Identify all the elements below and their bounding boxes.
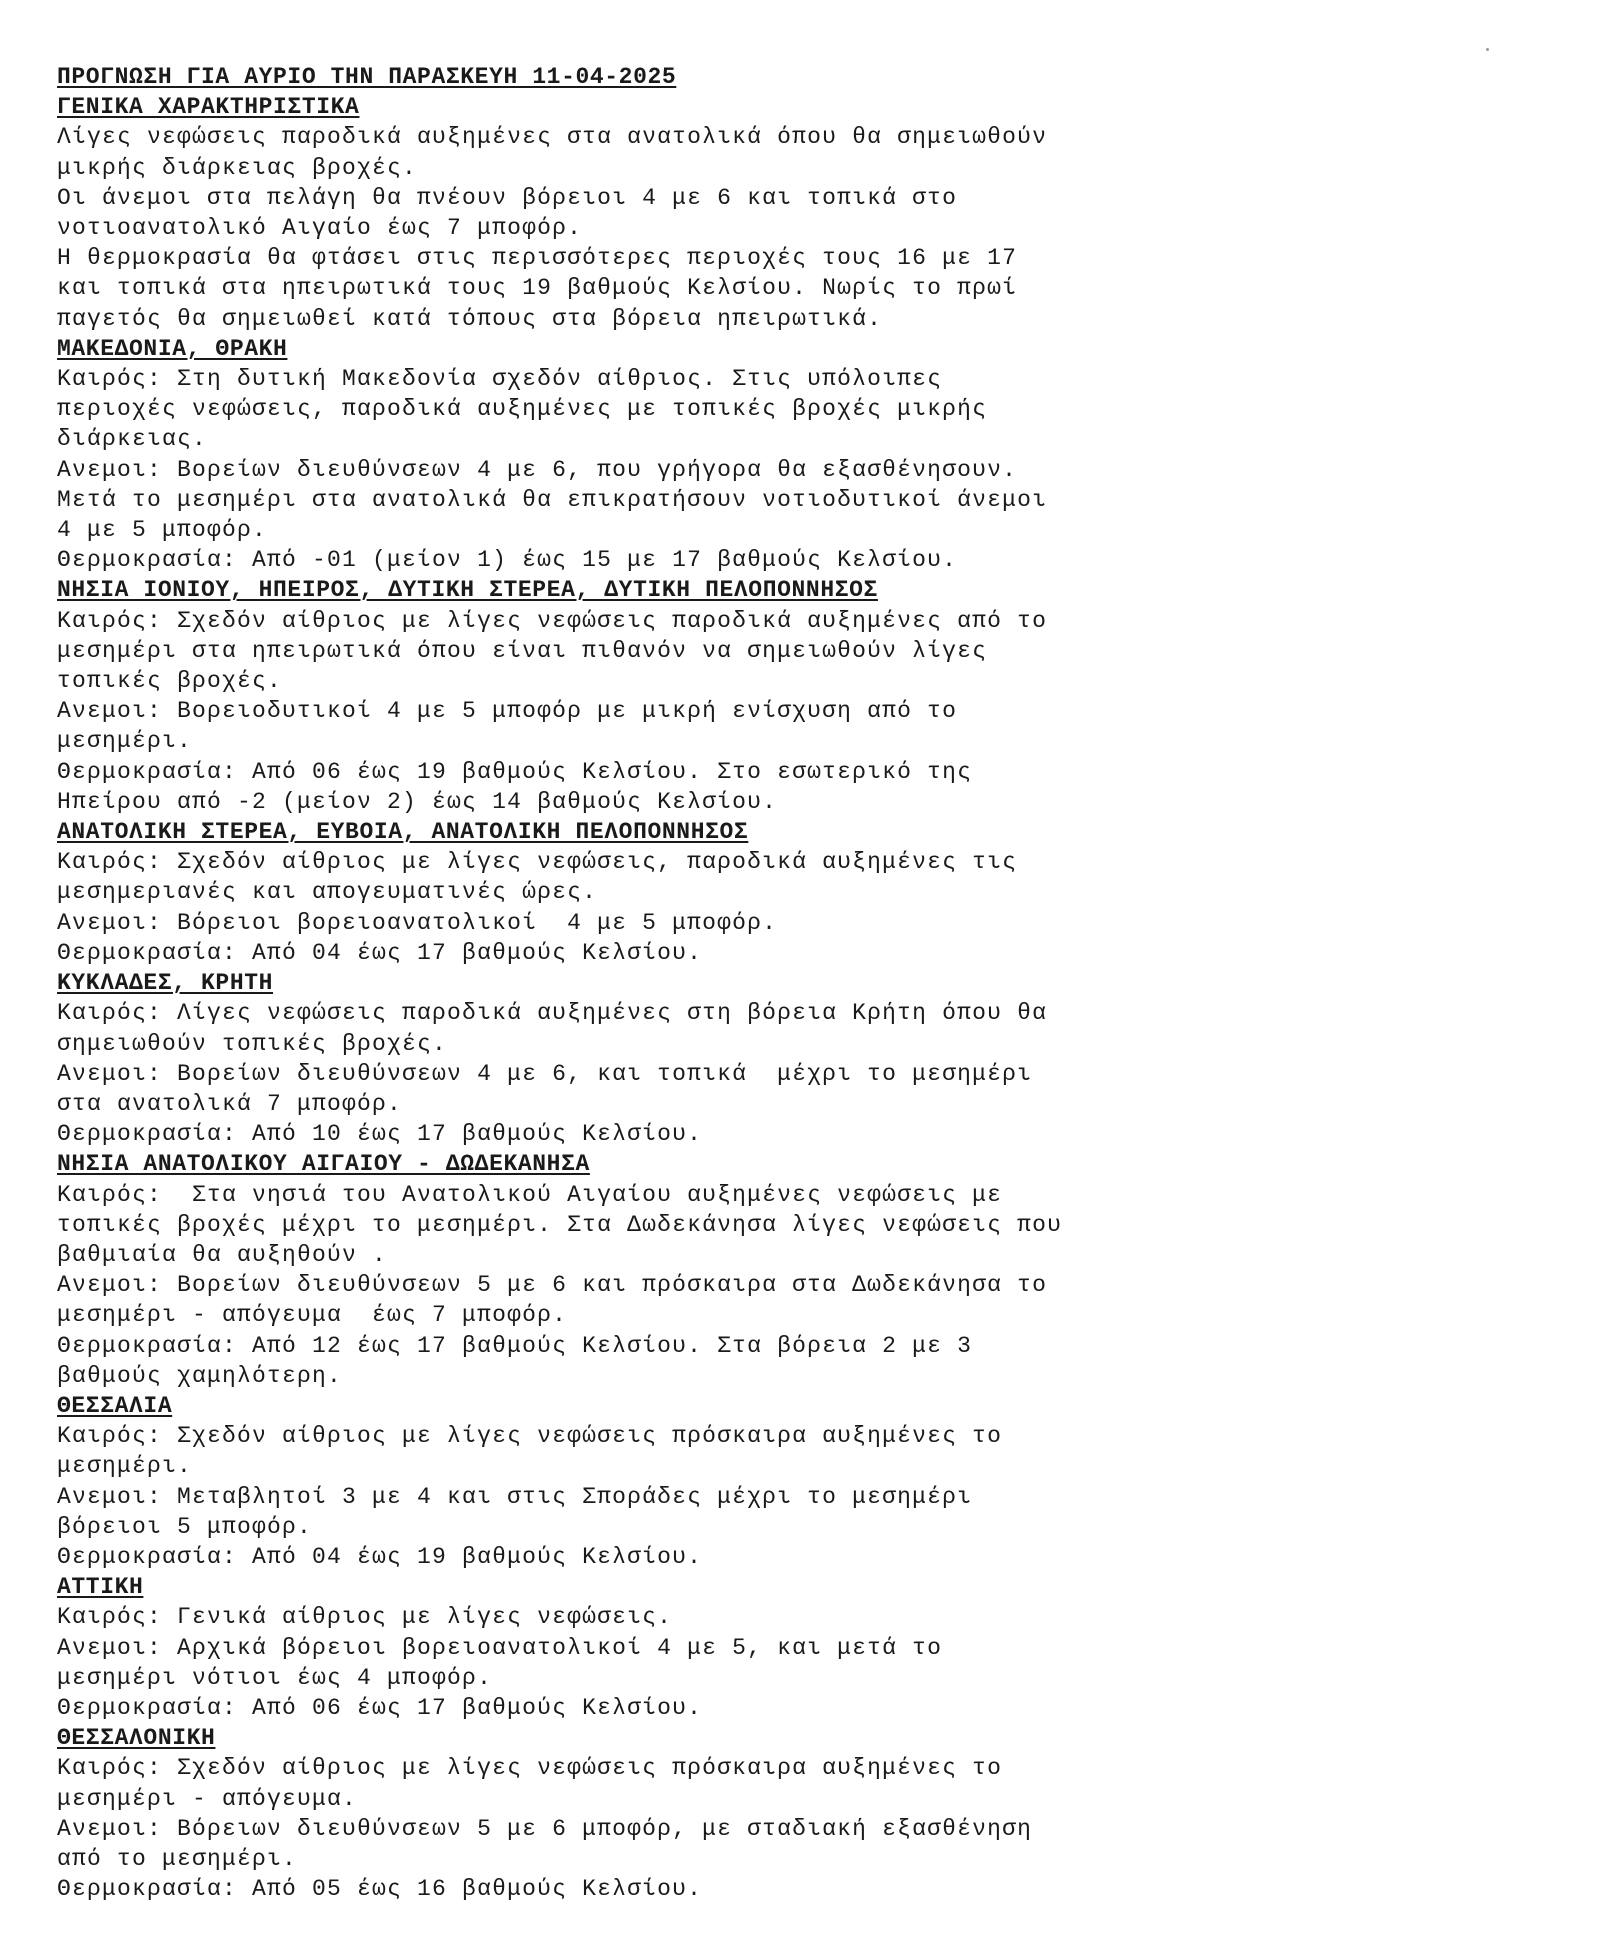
section-text-line: βόρειοι 5 μποφόρ. [57,1513,313,1540]
forecast-section [57,334,1217,576]
section-text-line: Ανεμοι: Βόρειων διευθύνσεων 5 με 6 μποφόρ, με σταδιακή εξασθένηση [57,1815,1033,1842]
forecast-section [57,575,1217,817]
section-text-line: βαθμιαία θα αυξηθούν . [57,1241,388,1268]
section-text-line: Θερμοκρασία: Από 04 έως 17 βαθμούς Κελσίου. [57,939,703,966]
forecast-section [57,1391,1217,1572]
document-title-block [57,62,1217,92]
section-text-line: Καιρός: Σχεδόν αίθριος με λίγες νεφώσεις, παροδικά αυξημένες τις [57,849,1018,876]
section-text-line: παγετός θα σημειωθεί κατά τόπους στα βόρεια ηπειρωτικά. [57,305,883,332]
document-title: ΠΡΟΓΝΩΣΗ ΓΙΑ ΑΥΡΙΟ ΤΗΝ ΠΑΡΑΣΚΕΥΗ 11-04-2025 [57,64,677,90]
section-text-line: Καιρός: Στη δυτική Μακεδονία σχεδόν αίθριος. Στις υπόλοιπες [57,366,943,393]
section-text-line: Ανεμοι: Βορείων διευθύνσεων 4 με 6, που γρήγορα θα εξασθένησουν. [57,456,1018,483]
section-heading-row [57,1723,1217,1753]
section-text-line: Ανεμοι: Βορειοδυτικοί 4 με 5 μποφόρ με μικρή ενίσχυση από το [57,698,958,725]
section-text-line: Λίγες νεφώσεις παροδικά αυξημένες στα ανατολικά όπου θα σημειωθούν [57,124,1048,151]
forecast-section [57,968,1217,1149]
section-text-line: Καιρός: Στα νησιά του Ανατολικού Αιγαίου αυξημένες νεφώσεις με [57,1181,1003,1208]
section-heading-row [57,968,1217,998]
section-heading-row [57,1572,1217,1602]
section-heading-row [57,334,1217,364]
section-text-line: μεσημέρι - απόγευμα έως 7 μποφόρ. [57,1302,568,1329]
section-text-line: Καιρός: Γενικά αίθριος με λίγες νεφώσεις. [57,1604,673,1631]
section-text-line: Καιρός: Σχεδόν αίθριος με λίγες νεφώσεις παροδικά αυξημένες από το [57,607,1048,634]
section-text-line: περιοχές νεφώσεις, παροδικά αυξημένες με τοπικές βροχές μικρής [57,396,988,423]
section-text-line: Ανεμοι: Βορείων διευθύνσεων 5 με 6 και πρόσκαιρα στα Δωδεκάνησα το [57,1272,1048,1299]
section-text-line: Οι άνεμοι στα πελάγη θα πνέουν βόρειοι 4 με 6 και τοπικά στο [57,184,958,211]
forecast-section [57,1723,1217,1904]
section-heading: ΝΗΣΙΑ ΑΝΑΤΟΛΙΚΟΥ ΑΙΓΑΙΟΥ - ΔΩΔΕΚΑΝΗΣΑ [57,1151,590,1178]
section-heading-row [57,92,1217,122]
section-text-line: Καιρός: Λίγες νεφώσεις παροδικά αυξημένες στη βόρεια Κρήτη όπου θα [57,1000,1048,1027]
section-text-line: σημειωθούν τοπικές βροχές. [57,1030,448,1057]
section-heading: ΝΗΣΙΑ ΙΟΝΙΟΥ, ΗΠΕΙΡΟΣ, ΔΥΤΙΚΗ ΣΤΕΡΕΑ, ΔΥΤΙΚΗ ΠΕΛΟΠΟΝΝΗΣΟΣ [57,577,878,604]
section-text-line: 4 με 5 μποφόρ. [57,517,268,544]
section-text-line: τοπικές βροχές. [57,668,283,695]
section-heading: ΑΝΑΤΟΛΙΚΗ ΣΤΕΡΕΑ, ΕΥΒΟΙΑ, ΑΝΑΤΟΛΙΚΗ ΠΕΛΟΠΟΝΝΗΣΟΣ [57,819,749,846]
section-text-line: Θερμοκρασία: Από 10 έως 17 βαθμούς Κελσίου. [57,1121,703,1148]
section-text-line: τοπικές βροχές μέχρι το μεσημέρι. Στα Δωδεκάνησα λίγες νεφώσεις που [57,1211,1063,1238]
section-heading: ΚΥΚΛΑΔΕΣ, ΚΡΗΤΗ [57,970,274,997]
section-heading-row [57,1149,1217,1179]
section-text-line: Ανεμοι: Βόρειοι βορειοανατολικοί 4 με 5 μποφόρ. [57,909,778,936]
section-heading-row [57,817,1217,847]
section-text-line: Ηπείρου από -2 (μείον 2) έως 14 βαθμούς Κελσίου. [57,788,778,815]
forecast-section [57,817,1217,968]
section-text-line: Θερμοκρασία: Από 04 έως 19 βαθμούς Κελσίου. [57,1543,703,1570]
section-text-line: μεσημέρι. [57,728,193,755]
forecast-section [57,1149,1217,1391]
section-heading: ΑΤΤΙΚΗ [57,1574,144,1601]
section-text-line: διάρκειας. [57,426,208,453]
section-text-line: Καιρός: Σχεδόν αίθριος με λίγες νεφώσεις πρόσκαιρα αυξημένες το [57,1755,1003,1782]
section-heading: ΓΕΝΙΚΑ ΧΑΡΑΚΤΗΡΙΣΤΙΚΑ [57,94,360,121]
section-text-line: στα ανατολικά 7 μποφόρ. [57,1090,403,1117]
section-text-line: Ανεμοι: Αρχικά βόρειοι βορειοανατολικοί 4 με 5, και μετά το [57,1634,943,1661]
forecast-document [57,62,1217,1904]
section-text-line: μικρής διάρκειας βροχές. [57,154,418,181]
section-text-line: Καιρός: Σχεδόν αίθριος με λίγες νεφώσεις πρόσκαιρα αυξημένες το [57,1423,1003,1450]
section-text-line: Θερμοκρασία: Από 06 έως 19 βαθμούς Κελσίου. Στο εσωτερικό της [57,758,973,785]
section-text-line: από το μεσημέρι. [57,1845,298,1872]
section-text-line: νοτιοανατολικό Αιγαίο έως 7 μποφόρ. [57,215,583,242]
section-text-line: μεσημέρι στα ηπειρωτικά όπου είναι πιθανόν να σημειωθούν λίγες [57,637,988,664]
section-text-line: Θερμοκρασία: Από 06 έως 17 βαθμούς Κελσίου. [57,1694,703,1721]
section-text-line: Μετά το μεσημέρι στα ανατολικά θα επικρατήσουν νοτιοδυτικοί άνεμοι [57,486,1048,513]
section-text-line: μεσημέρι. [57,1453,193,1480]
section-heading: ΜΑΚΕΔΟΝΙΑ, ΘΡΑΚΗ [57,335,288,362]
section-text-line: μεσημεριανές και απογευματινές ώρες. [57,879,598,906]
section-text-line: Ανεμοι: Μεταβλητοί 3 με 4 και στις Σποράδες μέχρι το μεσημέρι [57,1483,973,1510]
forecast-section [57,1572,1217,1723]
section-text-line: Η θερμοκρασία θα φτάσει στις περισσότερες περιοχές τους 16 με 17 [57,245,1018,272]
section-text-line: Θερμοκρασία: Από 05 έως 16 βαθμούς Κελσίου. [57,1876,703,1903]
section-text-line: Θερμοκρασία: Από -01 (μείον 1) έως 15 με 17 βαθμούς Κελσίου. [57,547,958,574]
section-text-line: βαθμούς χαμηλότερη. [57,1362,343,1389]
section-heading-row [57,1391,1217,1421]
section-text-line: Ανεμοι: Βορείων διευθύνσεων 4 με 6, και τοπικά μέχρι το μεσημέρι [57,1060,1033,1087]
scan-speck [1486,48,1489,51]
forecast-sections [57,92,1217,1904]
forecast-section [57,92,1217,334]
section-text-line: και τοπικά στα ηπειρωτικά τους 19 βαθμούς Κελσίου. Νωρίς το πρωί [57,275,1018,302]
section-text-line: μεσημέρι νότιοι έως 4 μποφόρ. [57,1664,493,1691]
section-heading: ΘΕΣΣΑΛΙΑ [57,1392,173,1419]
section-text-line: Θερμοκρασία: Από 12 έως 17 βαθμούς Κελσίου. Στα βόρεια 2 με 3 [57,1332,973,1359]
section-heading: ΘΕΣΣΑΛΟΝΙΚΗ [57,1725,216,1752]
section-heading-row [57,575,1217,605]
section-text-line: μεσημέρι - απόγευμα. [57,1785,358,1812]
